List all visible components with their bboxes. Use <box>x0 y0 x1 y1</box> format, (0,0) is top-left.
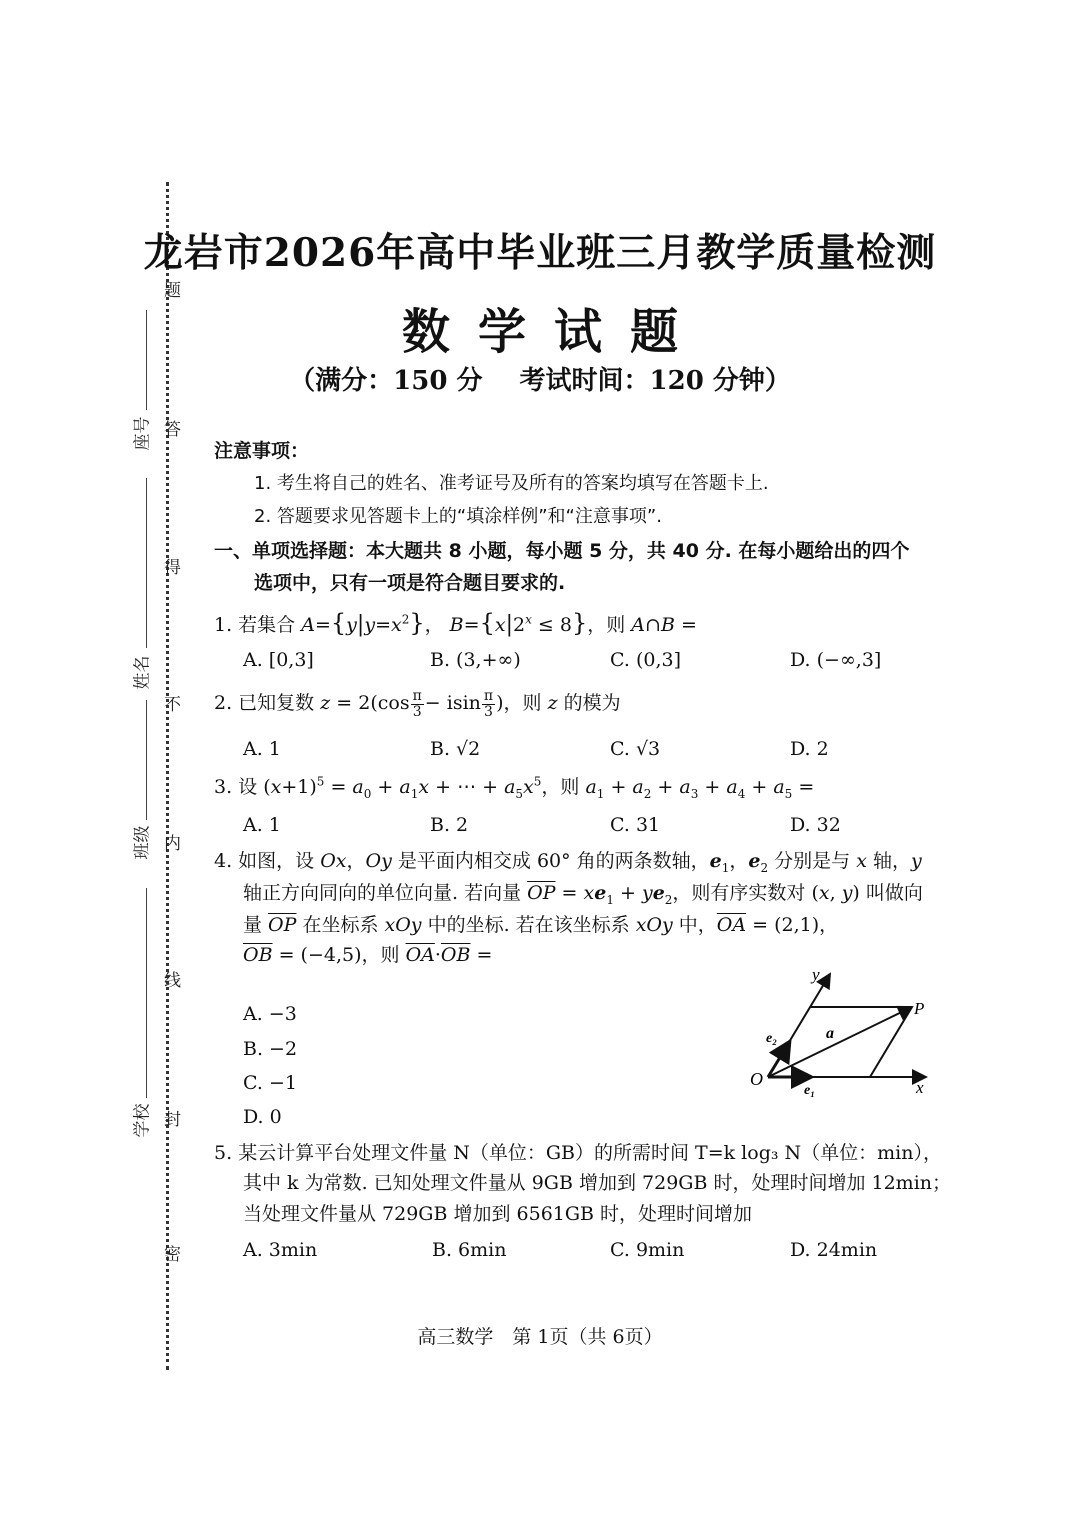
question-number: 5. <box>214 1142 233 1164</box>
name-label: 姓名 <box>132 655 153 690</box>
note-item: 2. 答题要求见答题卡上的“填涂样例”和“注意事项”. <box>254 506 662 527</box>
question-3: 3. 设 $(x+1)^5 = a_0 + a_1x$ + ⋯ + $a_5x^5$，则 $a_1 + a_2 + a_3 + a_4 + a_5$ = <box>214 774 815 801</box>
option-d[interactable]: D. (−∞,3] <box>790 649 882 671</box>
y-label: y <box>812 965 820 984</box>
school-field[interactable] <box>146 888 147 1098</box>
option-b[interactable]: B. √2 <box>430 738 481 760</box>
seal-char: 得 <box>164 558 181 578</box>
seat-number-label: 座号 <box>132 416 153 451</box>
option-a[interactable]: A. [0,3] <box>243 649 314 671</box>
option-c[interactable]: C. −1 <box>243 1072 297 1094</box>
seal-char: 不 <box>164 695 181 715</box>
seal-char: 内 <box>164 834 181 854</box>
coordinate-figure <box>740 962 940 1097</box>
section-heading: 一、单项选择题：本大题共 8 小题，每小题 5 分，共 40 分. 在每小题给出的四个 <box>214 540 910 562</box>
option-b[interactable]: B. 6min <box>432 1239 507 1261</box>
exam-title: 龙岩市2026年高中毕业班三月教学质量检测 <box>143 230 937 276</box>
question-1: 1. 若集合 $A=\{y|y=x^2\}$， $B=\{x|2^x \le 8\}$，则 A∩B = <box>214 609 697 637</box>
seal-char: 答 <box>164 420 181 440</box>
x-label: x <box>916 1078 924 1097</box>
option-d[interactable]: D. 2 <box>790 738 829 760</box>
exam-time: 考试时间：120 分钟） <box>519 366 791 396</box>
exam-info <box>0 360 1080 397</box>
option-d[interactable]: D. 0 <box>243 1106 282 1128</box>
school-label: 学校 <box>132 1103 153 1138</box>
question-5 <box>214 1138 951 1229</box>
option-a[interactable]: A. −3 <box>243 1003 297 1025</box>
option-a[interactable]: A. 1 <box>243 738 281 760</box>
full-score: （满分：150 分 <box>289 366 483 396</box>
exam-subject: 数学试题 <box>401 304 706 360</box>
section-heading-cont: 选项中，只有一项是符合题目要求的. <box>254 572 566 594</box>
option-b[interactable]: B. −2 <box>243 1038 298 1060</box>
question-4: 4. 如图，设 Ox，Oy 是平面内相交成 60° 角的两条数轴，$e_1$，$e_2$ 分别是与 x 轴，y 轴正方向同向的单位向量. 若向量 $\overline{OP} = xe_1 + ye_2$，则有序实数对 (x, y) 叫做向 量 $\overline{OP}$ 在坐标系 xOy 中的坐标. 若在该坐标系 xOy 中，$\overline{OA} = (2,1)$， $\overline{OB} = (-4,5)$，则 $\overline{OA}\cdot\overline{OB}$ = <box>214 850 923 967</box>
question-2: 2. 已知复数 z = 2(cos $\frac{\pi}{3}- isin$ $\frac{\pi}{3}$)，则 z 的模为 <box>214 687 621 720</box>
question-5-line1: 某云计算平台处理文件量 N（单位：GB）的所需时间 T=k log₃ N（单位：min）， <box>238 1142 942 1164</box>
option-a[interactable]: A. 1 <box>243 814 281 836</box>
question-number: 3. <box>214 776 233 798</box>
option-c[interactable]: C. (0,3] <box>610 649 681 671</box>
class-label: 班级 <box>132 825 153 860</box>
name-field[interactable] <box>146 478 147 648</box>
a-label: a <box>826 1025 834 1042</box>
seal-char: 线 <box>164 971 181 991</box>
option-b[interactable]: B. (3,+∞) <box>430 649 521 671</box>
question-5-line3: 当处理文件量从 729GB 增加到 6561GB 时，处理时间增加 <box>243 1202 753 1225</box>
option-c[interactable]: C. √3 <box>610 738 661 760</box>
question-number: 4. <box>214 850 233 872</box>
question-number: 2. <box>214 692 233 714</box>
question-5-line2: 其中 k 为常数. 已知处理文件量从 9GB 增加到 729GB 时，处理时间增加 12min； <box>243 1172 952 1195</box>
p-label: P <box>914 999 925 1018</box>
option-d[interactable]: D. 32 <box>790 814 841 836</box>
option-b[interactable]: B. 2 <box>430 814 469 836</box>
note-item: 1. 考生将自己的姓名、准考证号及所有的答案均填写在答题卡上. <box>254 473 769 494</box>
origin-label: O <box>750 1069 763 1089</box>
option-d[interactable]: D. 24min <box>790 1239 878 1261</box>
class-field[interactable] <box>146 700 147 820</box>
seal-char: 密 <box>164 1245 181 1265</box>
e1-label: e₁ <box>804 1083 816 1097</box>
option-c[interactable]: C. 31 <box>610 814 661 836</box>
notes-heading: 注意事项： <box>214 440 310 462</box>
page-footer: 高三数学 第 1页（共 6页） <box>417 1326 663 1348</box>
e2-label: e₂ <box>766 1031 778 1046</box>
question-number: 1. <box>214 614 233 636</box>
option-a[interactable]: A. 3min <box>243 1239 318 1261</box>
seal-char: 封 <box>164 1110 181 1130</box>
seal-char: 题 <box>164 281 181 301</box>
option-c[interactable]: C. 9min <box>610 1239 685 1261</box>
